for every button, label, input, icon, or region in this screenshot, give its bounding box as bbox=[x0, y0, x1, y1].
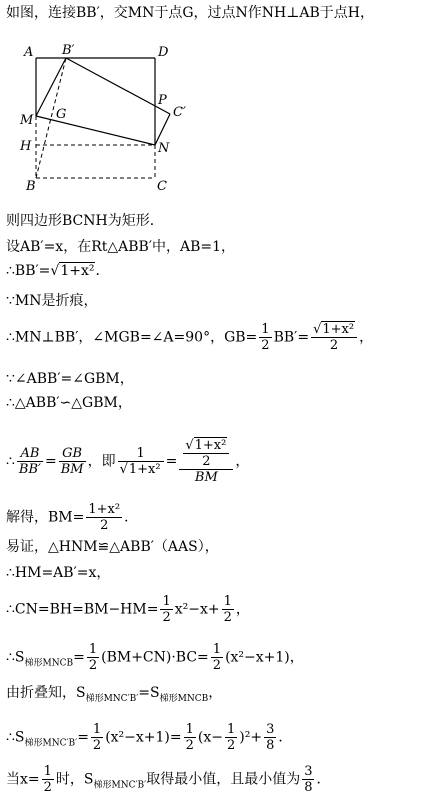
fraction-half bbox=[184, 722, 196, 753]
denominator: 2 bbox=[329, 338, 339, 353]
denominator: BM bbox=[194, 470, 218, 485]
text-line-13 bbox=[6, 642, 304, 673]
fold-known: 由折叠知，S bbox=[6, 685, 86, 701]
label-bp: B′ bbox=[62, 43, 75, 58]
fraction-half bbox=[87, 642, 99, 673]
text-line-11 bbox=[6, 564, 110, 582]
denominator: 2 bbox=[261, 338, 270, 353]
text-line-7 bbox=[6, 394, 132, 412]
label-g: G bbox=[56, 107, 67, 122]
subscript-mncpbp: 梯形MNC′B′ bbox=[85, 693, 139, 704]
numerator: 1 bbox=[43, 764, 52, 779]
label-a: A bbox=[24, 45, 34, 60]
sqrt-content: 1+x² bbox=[60, 263, 95, 279]
area-formula: (BM+CN)·BC= bbox=[101, 649, 209, 666]
numerator: GB bbox=[59, 446, 86, 462]
fraction-bm bbox=[86, 502, 122, 533]
denominator: 2 bbox=[185, 738, 194, 753]
equals-s: =S bbox=[138, 685, 160, 701]
denominator: 2 bbox=[92, 738, 102, 753]
fraction-half bbox=[42, 764, 54, 795]
numerator: 1 bbox=[118, 446, 164, 462]
hm-equality: ∴HM=AB′=x， bbox=[6, 565, 111, 581]
sqrt-sign: √ bbox=[50, 263, 60, 279]
square-open: (x− bbox=[197, 729, 224, 746]
text-line-14 bbox=[6, 684, 222, 708]
numerator: 1 bbox=[185, 722, 194, 737]
numerator: 3 bbox=[266, 722, 275, 737]
numerator: 1+x² bbox=[88, 502, 121, 517]
fraction-half bbox=[259, 322, 271, 353]
denominator: 2 bbox=[100, 518, 109, 533]
fraction-ab-over-bbp bbox=[17, 446, 43, 477]
text-line-8 bbox=[6, 438, 249, 485]
period: ． bbox=[278, 729, 293, 746]
fraction-three-eighths bbox=[302, 764, 314, 795]
angle-equality: ∵∠ABB′=∠GBM， bbox=[6, 371, 134, 387]
numerator bbox=[179, 438, 233, 470]
text-line-12 bbox=[6, 594, 250, 625]
text-line-2 bbox=[6, 238, 235, 256]
bbp-text: BB′= bbox=[273, 329, 310, 346]
intro-text: 如图，连接BB′，交MN于点G，过点N作NH⊥AB于点H， bbox=[6, 5, 375, 21]
area-expr: (x²−x+1)= bbox=[105, 729, 182, 746]
inner-fraction bbox=[183, 438, 229, 469]
area-expr: (x²−x+1)， bbox=[225, 649, 304, 666]
fraction-one-over-sqrt bbox=[118, 446, 164, 477]
comma: ， bbox=[359, 329, 374, 346]
congruence-text: 易证，△HNM≌△ABB′（AAS）， bbox=[6, 539, 219, 555]
therefore: ∴ bbox=[6, 453, 15, 470]
square-close: )²+ bbox=[239, 729, 263, 746]
text-line-5 bbox=[6, 322, 373, 353]
sqrt-content: 1+x² bbox=[194, 438, 227, 453]
text-line-15 bbox=[6, 722, 292, 753]
text-line-10 bbox=[6, 538, 219, 556]
cn-text: ∴CN=BH=BM−HM= bbox=[6, 601, 159, 618]
denominator: 8 bbox=[266, 738, 275, 753]
numerator: 3 bbox=[304, 764, 313, 779]
denominator: BB′ bbox=[18, 462, 41, 477]
sqrt-content: 1+x² bbox=[128, 462, 161, 477]
equals: = bbox=[73, 649, 85, 666]
subscript-mncb: 梯形MNCB bbox=[159, 693, 209, 704]
fraction-half bbox=[222, 594, 234, 625]
equals: = bbox=[165, 453, 178, 470]
geometry-figure bbox=[0, 34, 446, 234]
fraction-half bbox=[225, 722, 237, 753]
fraction-three-eighths bbox=[264, 722, 276, 753]
text-line-4 bbox=[6, 292, 98, 310]
denominator: 2 bbox=[162, 610, 171, 625]
denominator: √1+x² bbox=[119, 462, 161, 477]
label-cp: C′ bbox=[173, 105, 186, 120]
fold-statement: ∵MN是折痕， bbox=[6, 293, 98, 309]
subscript-mncb: 梯形MNCB bbox=[24, 658, 74, 669]
text-line-9 bbox=[6, 502, 138, 533]
fraction-sqrt-over-2 bbox=[311, 322, 357, 353]
text-line-1 bbox=[6, 212, 164, 230]
label-p: P bbox=[158, 93, 167, 108]
fraction-half bbox=[160, 594, 172, 625]
denominator: 8 bbox=[304, 780, 313, 795]
comma: ， bbox=[235, 453, 250, 470]
period: ． bbox=[124, 509, 139, 526]
fraction-half bbox=[91, 722, 103, 753]
ie-text: ，即 bbox=[87, 453, 116, 470]
subscript-mncpbp: 梯形MNC′B′ bbox=[24, 738, 78, 749]
equals: = bbox=[44, 453, 57, 470]
perp-text: ∴MN⊥BB′，∠MGB=∠A=90°，GB= bbox=[6, 329, 258, 346]
label-h: H bbox=[20, 139, 32, 154]
denominator: 2 bbox=[223, 610, 232, 625]
label-m: M bbox=[20, 113, 34, 128]
label-d: D bbox=[158, 45, 169, 60]
denominator: BM bbox=[60, 462, 84, 477]
fraction-complex bbox=[179, 438, 233, 485]
numerator: 1 bbox=[227, 722, 236, 737]
denominator: 2 bbox=[43, 780, 52, 795]
comma: ， bbox=[235, 601, 250, 618]
bbp-eq: ∴BB′= bbox=[6, 263, 51, 279]
numerator: 1 bbox=[88, 642, 98, 657]
solve-text: 解得，BM= bbox=[6, 509, 85, 526]
subscript-mncpbp: 梯形MNC′B′ bbox=[93, 780, 147, 791]
x-terms: x²−x+ bbox=[174, 601, 220, 618]
period: ． bbox=[316, 771, 331, 788]
numerator: 1 bbox=[261, 322, 270, 337]
numerator: 1 bbox=[223, 594, 232, 609]
area-s: ∴S bbox=[6, 649, 25, 666]
label-b: B bbox=[26, 179, 36, 194]
text-line-3 bbox=[6, 262, 109, 280]
assumption-text: 设AB′=x，在Rt△ABB′中，AB=1， bbox=[6, 239, 236, 255]
fraction-gb-over-bm bbox=[59, 446, 86, 477]
when-x: 当x= bbox=[6, 771, 40, 788]
rectangle-statement: 则四边形BCNH为矩形． bbox=[6, 213, 164, 229]
inner-denominator: 2 bbox=[202, 454, 211, 469]
text-line-6 bbox=[6, 370, 134, 388]
fraction-half bbox=[211, 642, 223, 673]
time-s: 时，S bbox=[55, 771, 94, 788]
inner-numerator: √1+x² bbox=[183, 438, 229, 454]
area-s: ∴S bbox=[6, 729, 25, 746]
similar-triangles: ∴△ABB′∽△GBM， bbox=[6, 395, 132, 411]
denominator: 2 bbox=[88, 658, 98, 673]
text-line-16 bbox=[6, 764, 330, 795]
numerator: AB bbox=[17, 446, 43, 462]
label-n: N bbox=[158, 141, 170, 156]
label-c: C bbox=[157, 179, 167, 194]
comma: ， bbox=[208, 685, 223, 701]
numerator: 1 bbox=[92, 722, 102, 737]
numerator: 1 bbox=[212, 642, 222, 657]
segment-mn bbox=[36, 116, 155, 145]
min-text: 取得最小值，且最小值为 bbox=[146, 771, 301, 788]
numerator: √1+x² bbox=[311, 322, 357, 338]
numerator: 1 bbox=[162, 594, 171, 609]
denominator: 2 bbox=[227, 738, 236, 753]
denominator: 2 bbox=[212, 658, 222, 673]
period: ． bbox=[95, 263, 110, 279]
text-line-0 bbox=[6, 4, 374, 22]
sqrt-content: 1+x² bbox=[322, 322, 355, 337]
equals: = bbox=[77, 729, 89, 746]
